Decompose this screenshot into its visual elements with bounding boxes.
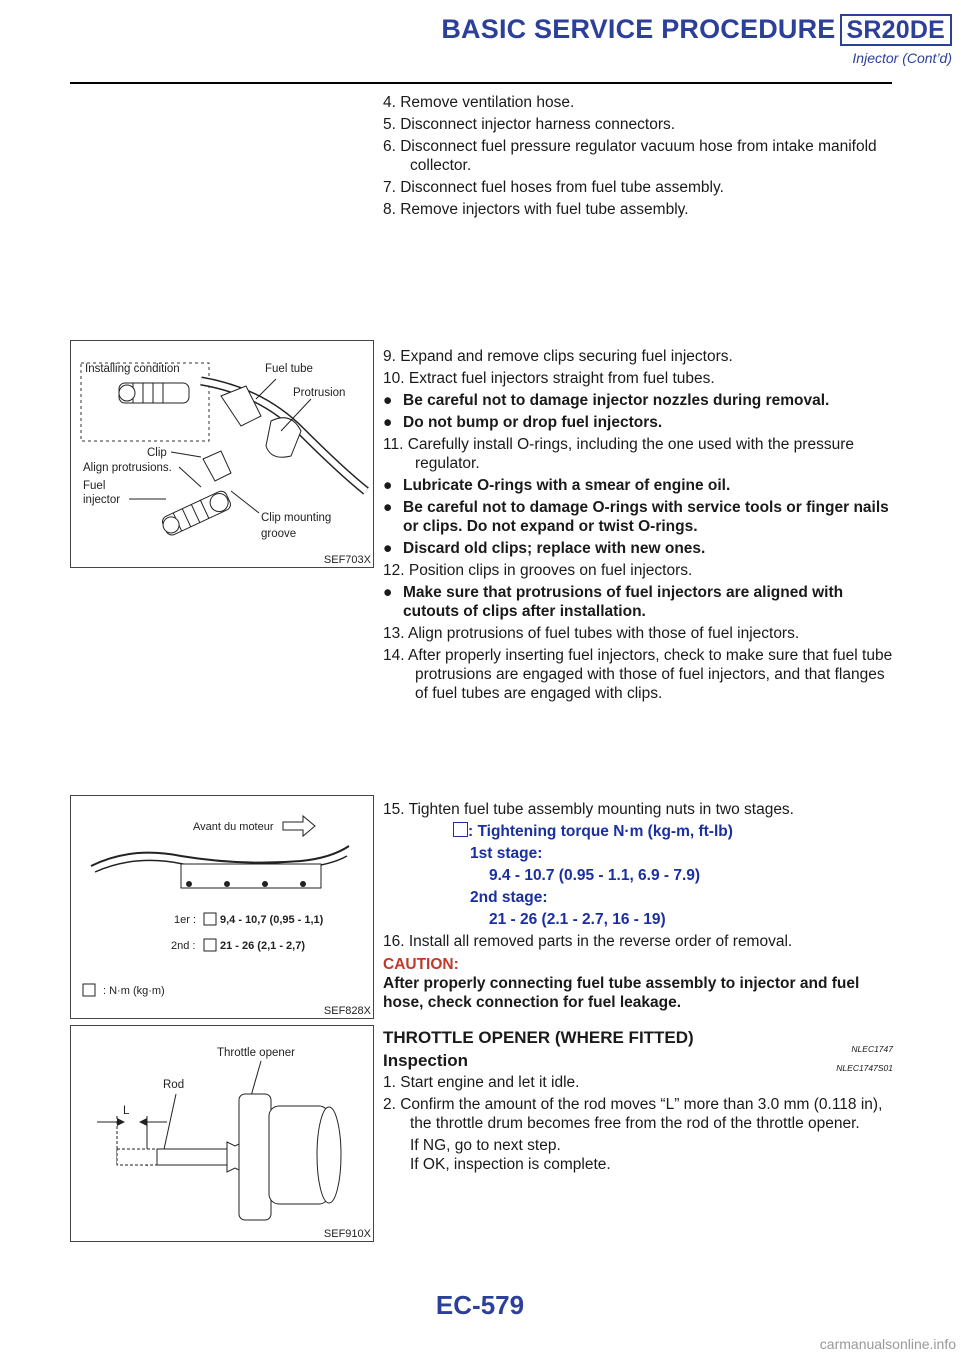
stage2-value: 21 - 26 (2.1 - 2.7, 16 - 19) — [489, 911, 666, 928]
label-groove: groove — [261, 528, 297, 540]
stage1-label: 1st stage: — [470, 845, 543, 862]
inspection-ng: If NG, go to next step. — [410, 1137, 561, 1154]
steps-tighten — [383, 800, 893, 1012]
label-l: L — [123, 1105, 130, 1117]
caution-bullet-4: ● Be careful not to damage O-rings with service tools or finger nails or clips. Do not expand or twist O-rings. — [383, 499, 889, 535]
label-fuel: Fuel — [83, 480, 106, 492]
inspection-step-2: 2. Confirm the amount of the rod moves “L” more than 3.0 mm (0.118 in), the throttle drum becomes free from the rod of the throttle opener. — [383, 1096, 883, 1132]
caution-bullet-6: ● Make sure that protrusions of fuel injectors are aligned with cutouts of clips after installation. — [383, 584, 844, 620]
figure-code-2: SEF828X — [323, 1005, 371, 1017]
step-12: 12. Position clips in grooves on fuel injectors. — [383, 562, 693, 579]
label-installing: Installing condition — [85, 363, 180, 375]
caution-label: CAUTION: — [383, 956, 459, 973]
label-fuel-tube: Fuel tube — [265, 363, 313, 375]
label-front: Avant du moteur — [193, 821, 274, 833]
step-9: 9. Expand and remove clips securing fuel injectors. — [383, 348, 733, 365]
steps-removal — [383, 93, 893, 222]
header-rule — [70, 82, 892, 84]
step-4: 4. Remove ventilation hose. — [383, 94, 575, 111]
throttle-heading-row — [383, 1028, 893, 1054]
step-6: 6. Disconnect fuel pressure regulator vacuum hose from intake manifold collector. — [383, 138, 877, 174]
caution-bullet-1: ● Be careful not to damage injector nozzles during removal. — [383, 392, 830, 409]
engine-badge: SR20DE — [840, 14, 952, 46]
throttle-heading: THROTTLE OPENER (WHERE FITTED) — [383, 1028, 694, 1047]
label-second: 2nd : — [171, 940, 196, 952]
step-5: 5. Disconnect injector harness connectors. — [383, 116, 676, 133]
figure-code-1: SEF703X — [323, 554, 371, 566]
step-14: 14. After properly inserting fuel injectors, check to make sure that fuel tube protrusions are engaged with those of fuel injectors, and that flanges of fuel tubes are engaged with clips. — [383, 647, 893, 702]
step-16: 16. Install all removed parts in the reverse order of removal. — [383, 933, 793, 950]
label-clip-mounting: Clip mounting — [261, 512, 332, 524]
label-align: Align protrusions. — [83, 462, 172, 474]
step-13: 13. Align protrusions of fuel tubes with those of fuel injectors. — [383, 625, 800, 642]
step-15: 15. Tighten fuel tube assembly mounting nuts in two stages. — [383, 801, 794, 818]
caution-text: After properly connecting fuel tube assembly to injector and fuel hose, check connection for fuel leakage. — [383, 975, 860, 1011]
stage1-value: 9.4 - 10.7 (0.95 - 1.1, 6.9 - 7.9) — [489, 867, 701, 884]
step-8: 8. Remove injectors with fuel tube assembly. — [383, 201, 689, 218]
page-header — [0, 14, 952, 46]
figure-code-3: SEF910X — [323, 1228, 371, 1240]
figure-fuel-tube-torque — [70, 795, 374, 1019]
step-10: 10. Extract fuel injectors straight from fuel tubes. — [383, 370, 715, 387]
label-rod: Rod — [163, 1079, 185, 1091]
label-protrusion: Protrusion — [293, 387, 346, 399]
torque-wrench-icon — [453, 822, 468, 837]
label-throttle-opener: Throttle opener — [217, 1047, 295, 1059]
watermark: carmanualsonline.info — [819, 1336, 956, 1352]
label-unit: : N·m (kg·m) — [103, 985, 165, 997]
inspection-heading: Inspection — [383, 1051, 469, 1070]
step-7: 7. Disconnect fuel hoses from fuel tube assembly. — [383, 179, 724, 196]
caution-bullet-2: ● Do not bump or drop fuel injectors. — [383, 414, 663, 431]
label-first-value: 9,4 - 10,7 (0,95 - 1,1) — [220, 914, 324, 926]
label-second-value: 21 - 26 (2,1 - 2,7) — [220, 940, 305, 952]
throttle-section — [383, 1028, 893, 1174]
inspection-step-1: 1. Start engine and let it idle. — [383, 1074, 580, 1091]
step-11: 11. Carefully install O-rings, including the one used with the pressure regulator. — [383, 436, 854, 472]
stage2-label: 2nd stage: — [470, 889, 548, 906]
throttle-tag: NLEC1747 — [851, 1044, 893, 1054]
inspection-tag: NLEC1747S01 — [836, 1063, 893, 1073]
label-injector: injector — [83, 494, 121, 506]
torque-spec: : Tightening torque N·m (kg-m, ft-lb) — [383, 822, 893, 841]
page-number: EC-579 — [435, 1290, 525, 1320]
section-title: BASIC SERVICE PROCEDURE — [441, 14, 836, 44]
section-subtitle: Injector (Cont’d) — [852, 50, 952, 66]
inspection-ok: If OK, inspection is complete. — [410, 1156, 611, 1173]
steps-install — [383, 347, 893, 706]
label-clip: Clip — [147, 447, 167, 459]
caution-bullet-5: ● Discard old clips; replace with new ones. — [383, 540, 706, 557]
figure-injector-install — [70, 340, 374, 568]
label-first: 1er : — [174, 914, 197, 926]
figure-throttle-opener — [70, 1025, 374, 1242]
inspection-heading-row — [383, 1051, 893, 1071]
caution-bullet-3: ● Lubricate O-rings with a smear of engine oil. — [383, 477, 731, 494]
